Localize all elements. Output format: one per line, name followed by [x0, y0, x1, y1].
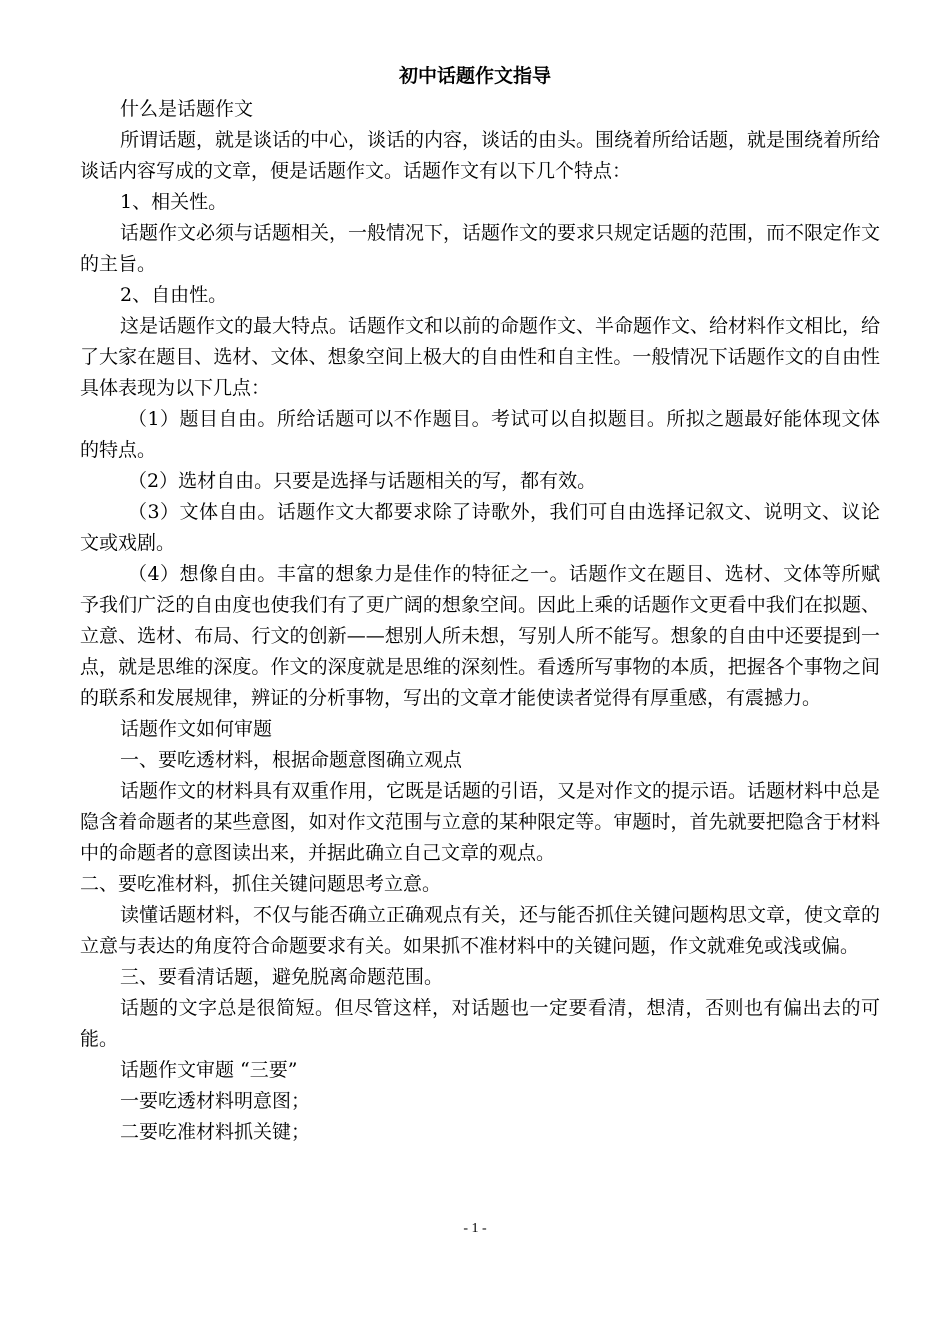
- list-item: （4）想像自由。丰富的想象力是佳作的特征之一。话题作文在题目、选材、文体等所赋予我们广泛的自由度也使我们有了更广阔的想象空间。因此上乘的话题作文更看中我们在拟题、立意、选材、布局、行文的创新——想别人所未想，写别人所不能写。想象的自由中还要提到一点，就是思维的深度。作文的深度就是思维的深刻性。看透所写事物的本质，把握各个事物之间的联系和发展规律，辨证的分析事物，写出的文章才能使读者觉得有厚重感，有震撼力。: [80, 563, 880, 709]
- paragraph: 话题作文的材料具有双重作用，它既是话题的引语，又是对作文的提示语。话题材料中总是隐含着命题者的某些意图，如对作文范围与立意的某种限定等。审题时，首先就要把隐含于材料中的命题者的意图读出来，并据此确立自己文章的观点。: [80, 780, 881, 864]
- document-body: [80, 94, 880, 1148]
- section-heading: 话题作文审题 “三要”: [120, 1059, 298, 1081]
- list-item: （3）文体自由。话题作文大都要求除了诗歌外，我们可自由选择记叙文、说明文、议论文或戏剧。: [80, 501, 880, 554]
- section-heading: 话题作文如何审题: [120, 718, 273, 740]
- list-heading: 2、自由性。: [120, 284, 228, 306]
- page-number: - 1 -: [463, 1221, 487, 1236]
- paragraph: 这是话题作文的最大特点。话题作文和以前的命题作文、半命题作文、给材料作文相比，给了大家在题目、选材、文体、想象空间上极大的自由性和自主性。一般情况下话题作文的自由性具体表现为以下几点：: [80, 315, 881, 399]
- paragraph: 读懂话题材料，不仅与能否确立正确观点有关，还与能否抓住关键问题构思文章，使文章的立意与表达的角度符合命题要求有关。如果抓不准材料中的关键问题，作文就难免或浅或偏。: [80, 904, 881, 957]
- paragraph: 话题的文字总是很简短。但尽管这样，对话题也一定要看清，想清，否则也有偏出去的可能。: [80, 997, 880, 1050]
- subsection-heading: 一、要吃透材料，根据命题意图确立观点: [120, 749, 463, 771]
- subsection-heading: 三、要看清话题，避免脱离命题范围。: [120, 966, 444, 988]
- list-item: （1）题目自由。所给话题可以不作题目。考试可以自拟题目。所拟之题最好能体现文体的特点。: [80, 408, 880, 461]
- list-item: 二要吃准材料抓关键；: [120, 1121, 311, 1143]
- list-item: 一要吃透材料明意图；: [120, 1090, 311, 1112]
- subsection-heading: 二、要吃准材料，抓住关键问题思考立意。: [80, 873, 442, 895]
- list-item: （2）选材自由。只要是选择与话题相关的写，都有效。: [128, 470, 597, 492]
- paragraph: 话题作文必须与话题相关，一般情况下，话题作文的要求只规定话题的范围，而不限定作文的主旨。: [80, 222, 881, 275]
- section-heading: 什么是话题作文: [120, 98, 254, 120]
- list-heading: 1、相关性。: [120, 191, 228, 213]
- paragraph: 所谓话题，就是谈话的中心，谈话的内容，谈话的由头。围绕着所给话题，就是围绕着所给谈话内容写成的文章，便是话题作文。话题作文有以下几个特点：: [80, 129, 881, 182]
- document-title: 初中话题作文指导: [398, 65, 551, 87]
